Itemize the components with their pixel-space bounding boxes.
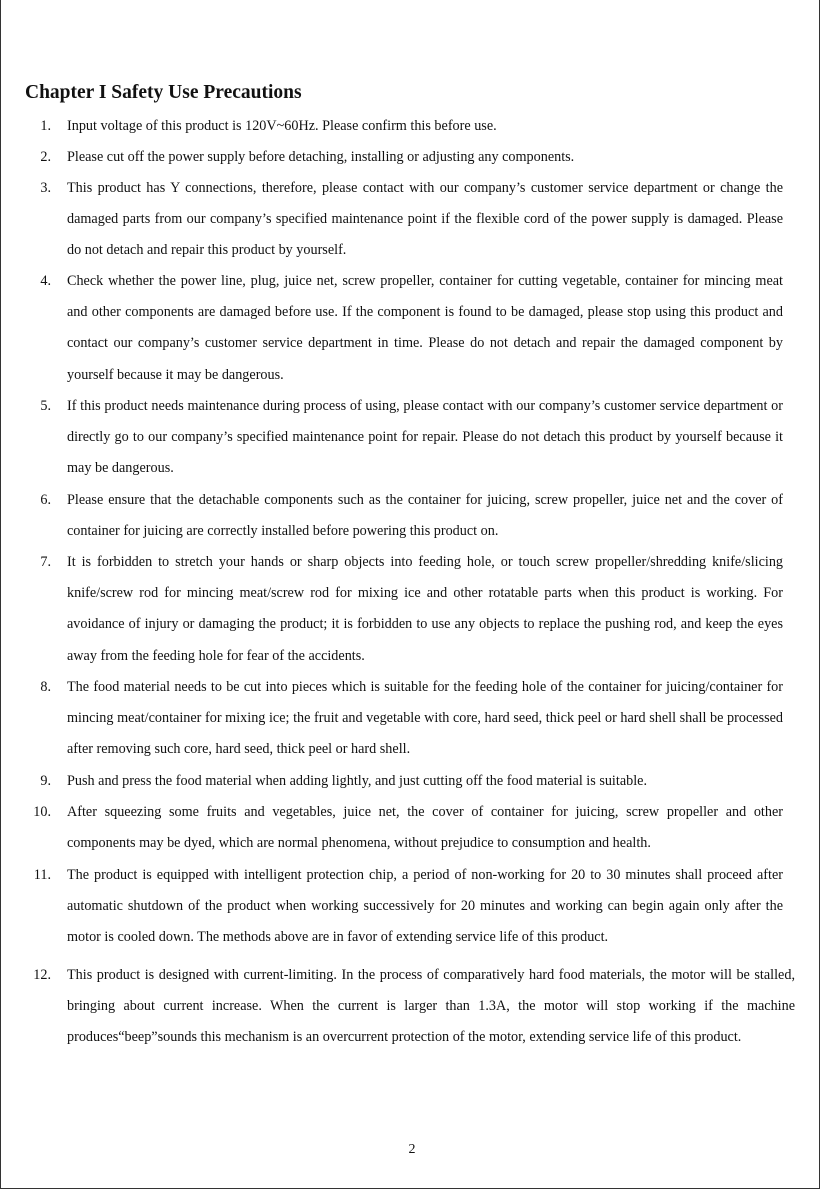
item-number: 2. — [40, 149, 51, 165]
item-number: 6. — [40, 492, 51, 508]
item-number: 4. — [40, 273, 51, 289]
item-number: 11. — [33, 867, 51, 883]
item-text: It is forbidden to stretch your hands or sharp objects into feeding hole, or touch screw propeller/shredding knife/slicing knife/screw rod for mincing meat/screw rod for mixing ice and other rotatable parts when this product is working. For avoidance of injury or damaging the product; it is forbidden to use any objects to replace the pushing rod, and keep the eyes away from the feeding hole for fear of the accidents. — [67, 554, 783, 664]
item-text: Please ensure that the detachable components such as the container for juicing, screw propeller, juice net and the cover of container for juicing are correctly installed before powering this product on. — [67, 492, 783, 540]
item-number: 3. — [40, 180, 51, 196]
page-number: 2 — [408, 1142, 416, 1157]
item-text: The product is equipped with intelligent protection chip, a period of non-working for 20 to 30 minutes shall proceed after automatic shutdown of the product when working successively for 20 minutes and working can begin again only after the motor is cooled down. The methods above are in favor of extending service life of this product. — [67, 867, 783, 946]
item-text: This product is designed with current-limiting. In the process of comparatively hard food materials, the motor will be stalled, bringing about current increase. When the current is larger than 1.3A, the motor will stop working if the machine produces“beep”sounds this mechanism is an overcurrent protection of the motor, extending service life of this product. — [67, 967, 795, 1046]
item-text: Please cut off the power supply before detaching, installing or adjusting any components. — [67, 149, 575, 165]
chapter-title: Chapter I Safety Use Precautions — [25, 82, 302, 103]
item-number: 12. — [33, 967, 51, 983]
item-text: Push and press the food material when adding lightly, and just cutting off the food material is suitable. — [67, 773, 647, 789]
item-text: This product has Y connections, therefore, please contact with our company’s customer service department or change the damaged parts from our company’s specified maintenance point if the flexible cord of the power supply is damaged. Please do not detach and repair this product by yourself. — [67, 180, 783, 259]
item-number: 10. — [33, 804, 51, 820]
item-number: 7. — [40, 554, 51, 570]
item-text: The food material needs to be cut into pieces which is suitable for the feeding hole of the container for juicing/container for mincing meat/container for mixing ice; the fruit and vegetable with core, hard seed, thick peel or hard shell shall be processed after removing such core, hard seed, thick peel or hard shell. — [67, 679, 783, 758]
item-text: Input voltage of this product is 120V~60Hz. Please confirm this before use. — [67, 118, 497, 134]
item-number: 1. — [40, 118, 51, 134]
item-number: 9. — [40, 773, 51, 789]
item-text: Check whether the power line, plug, juice net, screw propeller, container for cutting vegetable, container for mincing meat and other components are damaged before use. If the component is found to be damaged, please stop using this product and contact our company’s customer service department in time. Please do not detach and repair the damaged component by yourself because it may be dangerous. — [67, 273, 783, 383]
item-number: 8. — [40, 679, 51, 695]
item-text: After squeezing some fruits and vegetables, juice net, the cover of container for juicing, screw propeller and other components may be dyed, which are normal phenomena, without prejudice to consumption and health. — [67, 804, 783, 852]
item-number: 5. — [40, 398, 51, 414]
item-text: If this product needs maintenance during process of using, please contact with our company’s customer service department or directly go to our company’s specified maintenance point for repair. Please do not detach this product by yourself because it may be dangerous. — [67, 398, 783, 477]
